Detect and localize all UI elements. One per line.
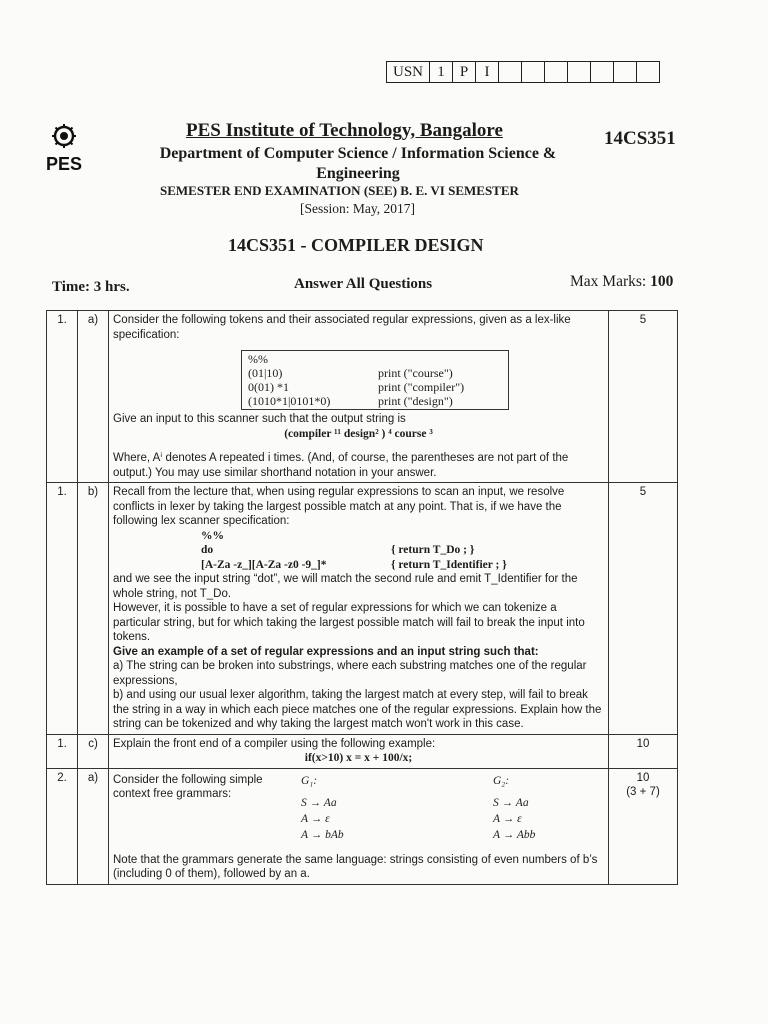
question-text (109, 734, 609, 768)
grammar-label: G₂: (493, 774, 510, 787)
spec-action: { return T_Identifier ; } (391, 558, 507, 571)
question-text (109, 311, 609, 483)
code-example: if(x>10) x = x + 100/x; (304, 752, 413, 764)
spec-regex: (01|10) (248, 366, 283, 380)
usn-box (386, 61, 660, 83)
course-code: 14CS351 (604, 128, 676, 149)
question-row (47, 734, 678, 768)
grammar-g1 (301, 773, 493, 843)
question-intro: Recall from the lecture that, when using regular expressions to scan an input, we resolve conflicts in lexer by taking the largest possible match at any point. That is, if we have the following lex scanner specification: (113, 486, 565, 527)
spec-action: print ("design") (378, 394, 453, 408)
production: A → ε (301, 812, 330, 825)
question-note: Note that the grammars generate the same language: strings consisting of even numbers of b’s (including 0 of them), followed by an a. (113, 853, 598, 880)
list-item: a) The string can be broken into substrings, where each substring matches one of the regular expressions, (113, 660, 587, 687)
paragraph: and we see the input string “dot”, we will match the second rule and emit T_Identifier for the whole string, not T_Do. (113, 573, 578, 600)
grammar-label: G₁: (301, 774, 318, 787)
spec-header: %% (248, 352, 268, 366)
usn-char (591, 62, 614, 82)
department: Department of Computer Science / Information Science & Engineering (159, 145, 557, 182)
spec-action: print ("course") (378, 366, 453, 380)
spec-row (113, 558, 604, 573)
spec-row (113, 543, 604, 558)
usn-char (499, 62, 522, 82)
instruction: Answer All Questions (294, 276, 433, 292)
max-marks-value: 100 (650, 273, 674, 290)
production: S → Aa (301, 796, 337, 809)
spec-regex: do (201, 544, 214, 556)
max-marks-label: Max Marks: (570, 273, 651, 290)
marks-cell (609, 768, 678, 884)
grammars (113, 773, 604, 843)
spec-regex: (1010*1|0101*0) (248, 394, 331, 408)
question-text (109, 768, 609, 884)
question-prompt: Give an input to this scanner such that the output string is (113, 413, 406, 425)
production: A → bAb (301, 828, 344, 841)
spec-row (248, 366, 502, 380)
usn-char (614, 62, 637, 82)
production: A → Abb (493, 828, 536, 841)
production: S → Aa (493, 796, 529, 809)
marks: 10 (609, 734, 678, 768)
max-marks (570, 273, 673, 291)
usn-char: I (476, 62, 499, 82)
question-part: a) (78, 311, 109, 483)
spec-header-text: %% (201, 529, 224, 542)
question-intro: Consider the following simple context free grammars: (113, 773, 263, 800)
institute-name: PES Institute of Technology, Bangalore (186, 120, 503, 141)
marks: 10 (636, 771, 650, 784)
pes-logo (44, 124, 84, 185)
spec-action: print ("compiler") (378, 380, 465, 394)
question-part: c) (78, 734, 109, 768)
spec-row (248, 394, 502, 408)
spec-header (113, 529, 604, 544)
question-intro: Explain the front end of a compiler using the following example: (113, 737, 436, 750)
usn-char: 1 (430, 62, 453, 82)
question-part: b) (78, 483, 109, 735)
marks: 5 (609, 311, 678, 483)
bold-prompt: Give an example of a set of regular expressions and an input string such that: (113, 645, 539, 658)
marks: 5 (609, 483, 678, 735)
paragraph: However, it is possible to have a set of regular expressions for which we can tokenize a particular string, but for which taking the largest possible match will fail to break the input into tokens. (113, 602, 585, 643)
exam-time: Time: 3 hrs. (52, 279, 130, 295)
question-text (109, 483, 609, 735)
question-table (46, 310, 678, 885)
production: A → ε (493, 812, 522, 825)
question-number: 2. (47, 768, 78, 884)
question-row (47, 311, 678, 483)
usn-char (568, 62, 591, 82)
usn-char (522, 62, 545, 82)
list-item: b) and using our usual lexer algorithm, taking the largest match at every step, will fail to break the string in a way in which each piece matches one of the regular expressions. Explain how the string can be tokenized and why taking the largest match won't work in this case. (113, 689, 602, 730)
spec-regex: [A-Za -z_][A-Za -z0 -9_]* (201, 558, 327, 571)
question-number: 1. (47, 483, 78, 735)
question-number: 1. (47, 734, 78, 768)
marks-split: (3 + 7) (626, 786, 660, 798)
lex-spec-box (241, 350, 509, 410)
session: [Session: May, 2017] (300, 201, 415, 216)
usn-char (545, 62, 568, 82)
exam-title: SEMESTER END EXAMINATION (SEE) B. E. VI SEMESTER (160, 183, 519, 198)
question-row (47, 483, 678, 735)
spec-regex: 0(01) *1 (248, 380, 289, 394)
spec-row (248, 380, 502, 394)
question-part: a) (78, 768, 109, 884)
logo-text: PES (45, 154, 83, 174)
subject-title: 14CS351 - COMPILER DESIGN (228, 235, 484, 255)
spec-action: { return T_Do ; } (391, 544, 475, 556)
question-row (47, 768, 678, 884)
grammar-g2 (493, 773, 535, 843)
usn-label: USN (387, 62, 430, 82)
usn-char (637, 62, 659, 82)
usn-char: P (453, 62, 476, 82)
emblem-icon (44, 124, 84, 180)
question-number: 1. (47, 311, 78, 483)
question-intro: Consider the following tokens and their associated regular expressions, given as a lex-like specification: (113, 314, 571, 341)
question-note: Where, Aⁱ denotes A repeated i times. (And, of course, the parentheses are not part of the output.) You may use similar shorthand notation in your answer. (113, 452, 569, 479)
output-string: (compiler ¹¹ design² ) ⁴ course ³ (284, 427, 433, 440)
